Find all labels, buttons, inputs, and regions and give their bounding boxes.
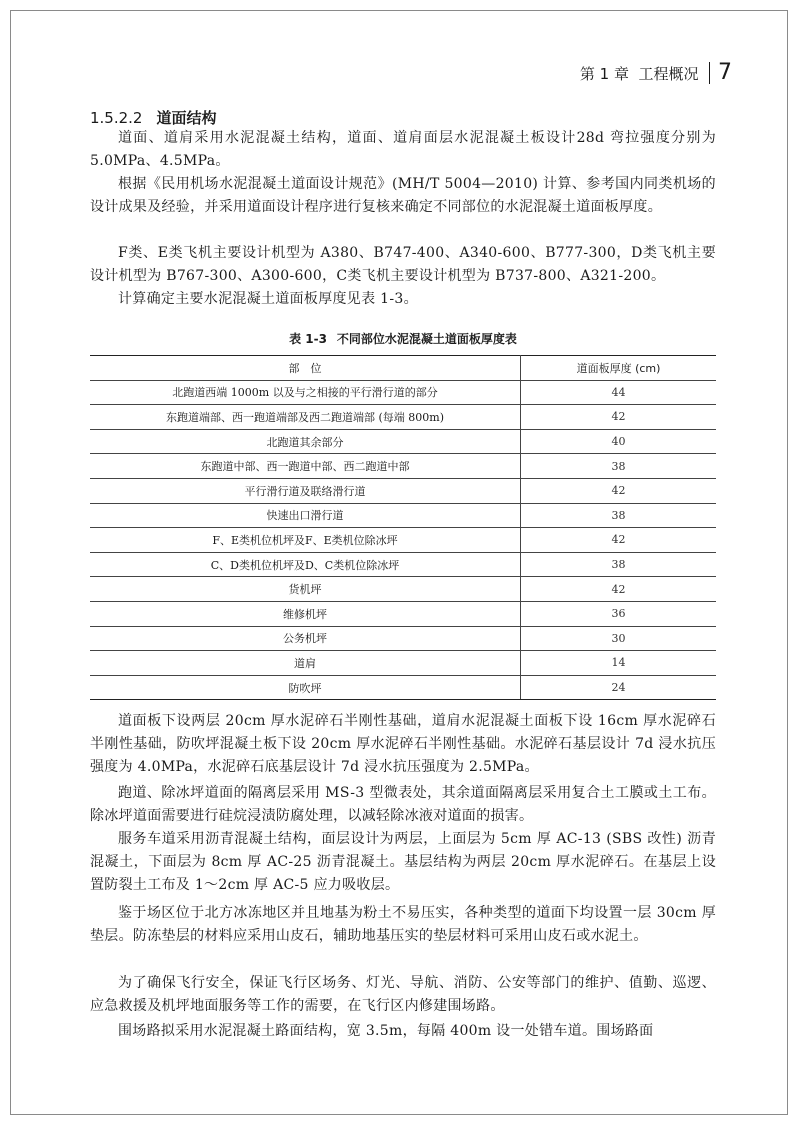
paragraph: 计算确定主要水泥混凝土道面板厚度见表 1-3。 bbox=[118, 291, 418, 307]
table-title: 不同部位水泥混凝土道面板厚度表 bbox=[336, 332, 517, 346]
table-row bbox=[90, 405, 716, 430]
location-cell: 道肩 bbox=[90, 651, 521, 676]
location-cell: 东跑道端部、西一跑道端部及西二跑道端部 (每端 800m) bbox=[90, 405, 521, 430]
paragraph: 服务车道采用沥青混凝土结构，面层设计为两层，上面层为 5cm 厚 AC-13 (SBS 改性) 沥青混凝土，下面层为 8cm 厚 AC-25 沥青混凝土。基层结构为两层 20cm 厚水泥碎石。在基层上设置防裂土工布及 1～2cm 厚 AC-5 应力吸收层。 bbox=[90, 831, 716, 893]
table-row bbox=[90, 429, 716, 454]
thickness-cell: 24 bbox=[521, 675, 717, 700]
header-divider bbox=[709, 62, 711, 84]
section-title: 道面结构 bbox=[156, 109, 217, 127]
location-cell: C、D类机位机坪及D、C类机位除冰坪 bbox=[90, 552, 521, 577]
thickness-cell: 38 bbox=[521, 552, 717, 577]
location-cell: 防吹坪 bbox=[90, 675, 521, 700]
thickness-cell: 42 bbox=[521, 528, 717, 553]
thickness-cell: 30 bbox=[521, 626, 717, 651]
table-header-row bbox=[90, 356, 716, 381]
table-row bbox=[90, 601, 716, 626]
paragraph: 鉴于场区位于北方冰冻地区并且地基为粉土不易压实，各种类型的道面下均设置一层 30cm 厚垫层。防冻垫层的材料应采用山皮石，辅助地基压实的垫层材料可采用山皮石或水泥土。 bbox=[90, 905, 716, 944]
table-row bbox=[90, 478, 716, 503]
page-number: 7 bbox=[718, 60, 732, 85]
thickness-cell: 42 bbox=[521, 577, 717, 602]
paragraph: F类、E类飞机主要设计机型为 A380、B747-400、A340-600、B777-300，D类飞机主要设计机型为 B767-300、A300-600，C类飞机主要设计机型为 B737-800、A321-200。 bbox=[90, 245, 716, 284]
location-cell: F、E类机位机坪及F、E类机位除冰坪 bbox=[90, 528, 521, 553]
paragraph: 为了确保飞行安全，保证飞行区场务、灯光、导航、消防、公安等部门的维护、值勤、巡逻、应急救援及机坪地面服务等工作的需要，在飞行区内修建围场路。 bbox=[90, 975, 716, 1014]
location-cell: 维修机坪 bbox=[90, 601, 521, 626]
location-cell: 快速出口滑行道 bbox=[90, 503, 521, 528]
chapter-title: 第 1 章 工程概况 bbox=[579, 64, 699, 83]
thickness-cell: 42 bbox=[521, 478, 717, 503]
table-row bbox=[90, 577, 716, 602]
table-row bbox=[90, 552, 716, 577]
thickness-cell: 40 bbox=[521, 429, 717, 454]
paragraph: 围场路拟采用水泥混凝土路面结构，宽 3.5m，每隔 400m 设一处错车道。围场路面 bbox=[118, 1023, 654, 1039]
table-row bbox=[90, 651, 716, 676]
location-cell: 货机坪 bbox=[90, 577, 521, 602]
table-caption bbox=[90, 330, 716, 347]
table-row bbox=[90, 380, 716, 405]
table-row bbox=[90, 528, 716, 553]
paragraph: 道面板下设两层 20cm 厚水泥碎石半刚性基础，道肩水泥混凝土面板下设 16cm 厚水泥碎石半刚性基础，防吹坪混凝土板下设 20cm 厚水泥碎石半刚性基础。水泥碎石基层设计 7d 浸水抗压强度为 4.0MPa，水泥碎石底基层设计 7d 浸水抗压强度为 2.5MPa。 bbox=[90, 713, 716, 775]
location-cell: 东跑道中部、西一跑道中部、西二跑道中部 bbox=[90, 454, 521, 479]
paragraph: 跑道、除冰坪道面的隔离层采用 MS-3 型微表处，其余道面隔离层采用复合土工膜或土工布。除冰坪道面需要进行硅烷浸渍防腐处理，以减轻除冰液对道面的损害。 bbox=[90, 785, 716, 824]
thickness-cell: 42 bbox=[521, 405, 717, 430]
column-header-thickness: 道面板厚度 (cm) bbox=[521, 356, 717, 381]
table-number: 表 1-3 bbox=[289, 332, 327, 346]
thickness-cell: 14 bbox=[521, 651, 717, 676]
thickness-cell: 38 bbox=[521, 503, 717, 528]
running-header bbox=[580, 58, 732, 88]
table-row bbox=[90, 454, 716, 479]
location-cell: 北跑道其余部分 bbox=[90, 429, 521, 454]
column-header-location: 部 位 bbox=[90, 356, 521, 381]
section-heading bbox=[90, 107, 217, 128]
thickness-cell: 36 bbox=[521, 601, 717, 626]
section-number: 1.5.2.2 bbox=[90, 109, 143, 127]
table-row bbox=[90, 626, 716, 651]
table-row bbox=[90, 675, 716, 700]
table-row bbox=[90, 503, 716, 528]
thickness-table bbox=[90, 355, 716, 700]
thickness-cell: 44 bbox=[521, 380, 717, 405]
thickness-cell: 38 bbox=[521, 454, 717, 479]
paragraph: 道面、道肩采用水泥混凝土结构，道面、道肩面层水泥混凝土板设计28d 弯拉强度分别为5.0MPa、4.5MPa。 bbox=[90, 130, 716, 169]
location-cell: 平行滑行道及联络滑行道 bbox=[90, 478, 521, 503]
paragraph: 根据《民用机场水泥混凝土道面设计规范》(MH/T 5004—2010) 计算、参考国内同类机场的设计成果及经验，并采用道面设计程序进行复核来确定不同部位的水泥混凝土道面板厚度。 bbox=[90, 176, 716, 215]
location-cell: 北跑道西端 1000m 以及与之相接的平行滑行道的部分 bbox=[90, 380, 521, 405]
location-cell: 公务机坪 bbox=[90, 626, 521, 651]
